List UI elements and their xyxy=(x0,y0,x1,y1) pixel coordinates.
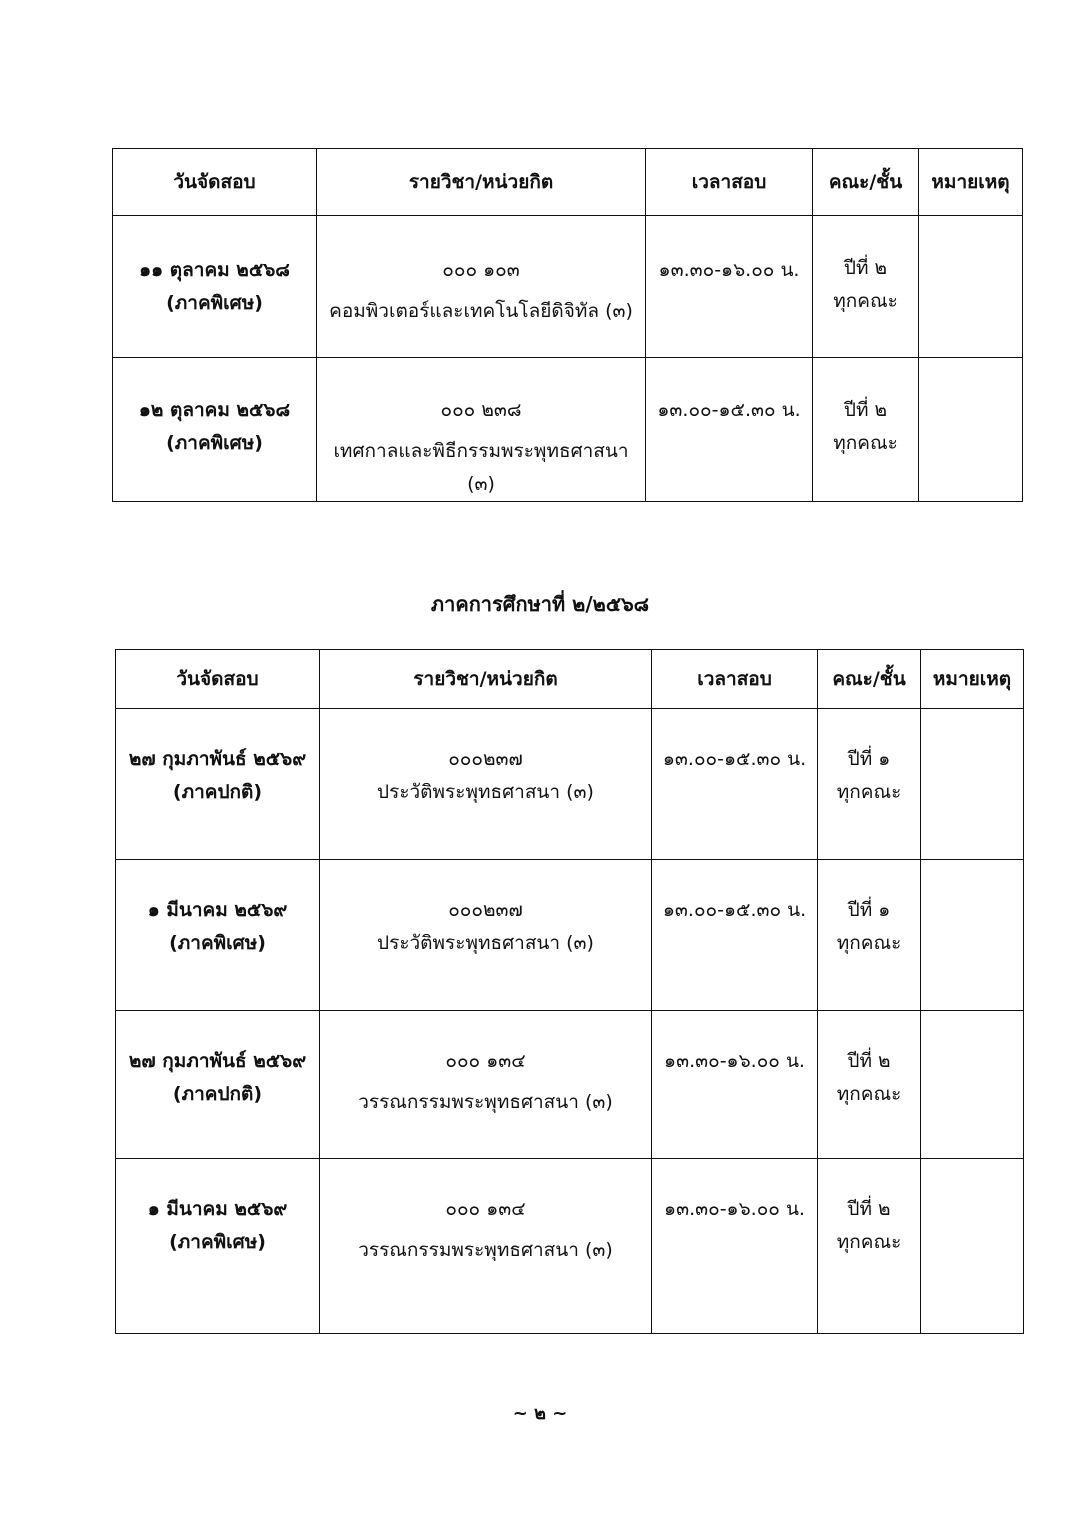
section-title: ภาคการศึกษาที่ ๒/๒๕๖๘ xyxy=(430,592,650,616)
time-cell xyxy=(652,1159,818,1334)
exam-session: (ภาคปกติ) xyxy=(172,1083,263,1105)
note-cell xyxy=(919,358,1023,502)
faculty-cell xyxy=(818,1011,921,1159)
exam-date: ๑๑ ตุลาคม ๒๕๖๘ xyxy=(139,259,290,281)
exam-session: (ภาคพิเศษ) xyxy=(169,932,266,954)
faculty-cell xyxy=(818,709,921,860)
exam-time: ๑๓.๓๐-๑๖.๐๐ น. xyxy=(658,259,800,281)
faculty: ทุกคณะ xyxy=(836,1083,902,1105)
exam-time: ๑๓.๓๐-๑๖.๐๐ น. xyxy=(664,1198,805,1220)
course-code: ๐๐๐ ๑๓๔ xyxy=(445,1198,526,1220)
exam-date: ๒๗ กุมภาพันธ์ ๒๕๖๙ xyxy=(128,748,307,770)
time-cell xyxy=(646,216,813,358)
class-year: ปีที่ ๒ xyxy=(847,1198,891,1220)
course-code: ๐๐๐ ๒๓๘ xyxy=(440,399,522,421)
exam-time: ๑๓.๐๐-๑๕.๓๐ น. xyxy=(662,748,807,770)
course-name: วรรณกรรมพระพุทธศาสนา (๓) xyxy=(358,1239,613,1261)
course-name: เทศกาลและพิธีกรรมพระพุทธศาสนา (๓) xyxy=(333,440,629,495)
course-code: ๐๐๐๒๓๗ xyxy=(448,899,523,921)
table-row xyxy=(116,1011,1024,1159)
note-cell xyxy=(921,1159,1024,1334)
note-cell xyxy=(921,1011,1024,1159)
faculty: ทุกคณะ xyxy=(836,1231,902,1253)
table-row xyxy=(116,709,1024,860)
exam-date-cell xyxy=(116,860,320,1011)
header-date: วันจัดสอบ xyxy=(113,149,317,216)
faculty: ทุกคณะ xyxy=(833,432,898,454)
class-year: ปีที่ ๒ xyxy=(847,1050,891,1072)
header-subject: รายวิชา/หน่วยกิต xyxy=(317,149,646,216)
exam-session: (ภาคพิเศษ) xyxy=(166,432,263,454)
exam-session: (ภาคปกติ) xyxy=(172,781,263,803)
course-code: ๐๐๐๒๓๗ xyxy=(448,748,523,770)
faculty-cell xyxy=(818,1159,921,1334)
exam-date: ๒๗ กุมภาพันธ์ ๒๕๖๙ xyxy=(128,1050,307,1072)
time-cell xyxy=(646,358,813,502)
table-row xyxy=(116,1159,1024,1334)
table-row xyxy=(113,216,1023,358)
exam-schedule-table-2 xyxy=(115,649,1024,1334)
course-name: ประวัติพระพุทธศาสนา (๓) xyxy=(377,781,594,803)
exam-date-cell xyxy=(113,358,317,502)
header-time: เวลาสอบ xyxy=(652,650,818,709)
note-cell xyxy=(921,860,1024,1011)
faculty: ทุกคณะ xyxy=(836,932,902,954)
exam-time: ๑๓.๓๐-๑๖.๐๐ น. xyxy=(664,1050,805,1072)
course-name: วรรณกรรมพระพุทธศาสนา (๓) xyxy=(358,1091,613,1113)
subject-cell xyxy=(317,216,646,358)
time-cell xyxy=(652,1011,818,1159)
exam-session: (ภาคพิเศษ) xyxy=(166,292,263,314)
course-code: ๐๐๐ ๑๐๓ xyxy=(442,259,520,281)
time-cell xyxy=(652,860,818,1011)
header-note: หมายเหตุ xyxy=(919,149,1023,216)
subject-cell xyxy=(320,1159,652,1334)
table-row xyxy=(113,358,1023,502)
header-faculty: คณะ/ชั้น xyxy=(813,149,919,216)
faculty: ทุกคณะ xyxy=(836,781,902,803)
header-faculty: คณะ/ชั้น xyxy=(818,650,921,709)
faculty-cell xyxy=(813,216,919,358)
header-subject: รายวิชา/หน่วยกิต xyxy=(320,650,652,709)
header-note: หมายเหตุ xyxy=(921,650,1024,709)
note-cell xyxy=(921,709,1024,860)
faculty-cell xyxy=(813,358,919,502)
course-name: คอมพิวเตอร์และเทคโนโลยีดิจิทัล (๓) xyxy=(329,300,633,322)
exam-date-cell xyxy=(116,709,320,860)
exam-date-cell xyxy=(113,216,317,358)
exam-date: ๑๒ ตุลาคม ๒๕๖๘ xyxy=(138,399,291,421)
faculty: ทุกคณะ xyxy=(833,290,898,312)
class-year: ปีที่ ๑ xyxy=(847,748,891,770)
subject-cell xyxy=(320,860,652,1011)
exam-time: ๑๓.๐๐-๑๕.๓๐ น. xyxy=(662,899,807,921)
subject-cell xyxy=(320,709,652,860)
exam-date: ๑ มีนาคม ๒๕๖๙ xyxy=(147,899,288,921)
subject-cell xyxy=(320,1011,652,1159)
header-date: วันจัดสอบ xyxy=(116,650,320,709)
exam-date-cell xyxy=(116,1159,320,1334)
page-number: ~ ๒ ~ xyxy=(512,1403,568,1424)
class-year: ปีที่ ๒ xyxy=(843,399,888,421)
table-header-row xyxy=(116,650,1024,709)
exam-schedule-table-1 xyxy=(112,148,1023,502)
course-name: ประวัติพระพุทธศาสนา (๓) xyxy=(377,932,594,954)
class-year: ปีที่ ๑ xyxy=(847,899,891,921)
class-year: ปีที่ ๒ xyxy=(843,257,888,279)
time-cell xyxy=(652,709,818,860)
faculty-cell xyxy=(818,860,921,1011)
note-cell xyxy=(919,216,1023,358)
exam-date: ๑ มีนาคม ๒๕๖๙ xyxy=(147,1198,288,1220)
exam-date-cell xyxy=(116,1011,320,1159)
table-row xyxy=(116,860,1024,1011)
exam-time: ๑๓.๐๐-๑๕.๓๐ น. xyxy=(657,399,801,421)
subject-cell xyxy=(317,358,646,502)
table-header-row xyxy=(113,149,1023,216)
course-code: ๐๐๐ ๑๓๔ xyxy=(445,1050,526,1072)
exam-session: (ภาคพิเศษ) xyxy=(169,1231,266,1253)
header-time: เวลาสอบ xyxy=(646,149,813,216)
